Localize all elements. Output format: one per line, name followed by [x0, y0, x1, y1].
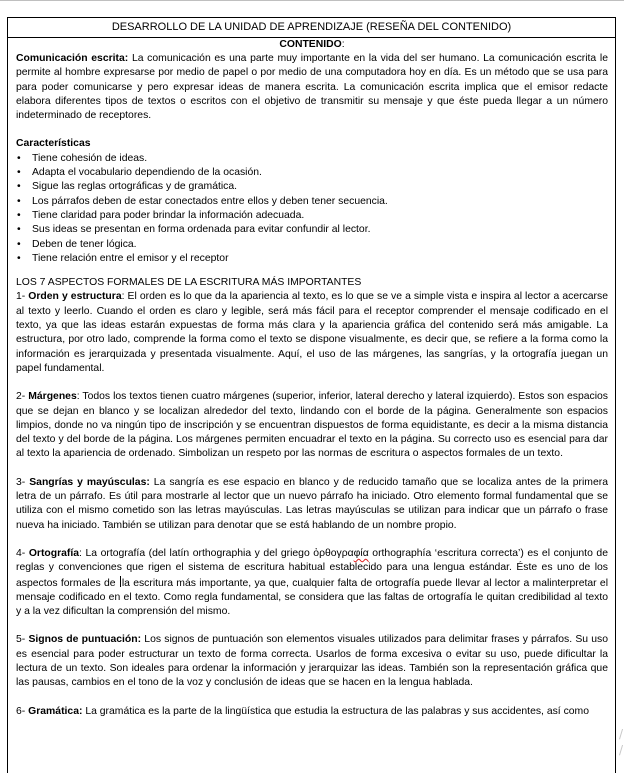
aspects-title: LOS 7 ASPECTOS FORMALES DE LA ESCRITURA MÁS IMPORTANTES	[16, 277, 362, 289]
bullet-icon: •	[17, 167, 21, 179]
characteristics-list	[16, 152, 608, 266]
list-item: • Adapta el vocabulario dependiendo de la ocasión.	[16, 166, 608, 180]
header-title: DESARROLLO DE LA UNIDAD DE APRENDIZAJE (RESEÑA DEL CONTENIDO)	[111, 21, 512, 33]
aspect-paragraph-1: 1- Orden y estructura: El orden es lo que da la apariencia al texto, es lo que se ve a simple vista e inspira al lector a acercarse al texto y leerlo. Cuando el orden es claro y legible, será más fácil para el receptor comprender el mensaje codificado en el texto, ya que las ideas estarán expuestas de forma más clara y la apariencia gráfica del contenido será más amigable. La estructura, por otro lado, comprende la forma como el texto se dispone visualmente, es decir que, se refiere a la forma como la información es jerarquizada y presentada visualmente. Aquí, el uso de las márgenes, las sangrías, y la ortografía juegan un papel fundamental.	[16, 291, 608, 374]
list-item: • Los párrafos deben de estar conectados entre ellos y deben tener secuencia.	[16, 195, 608, 209]
list-item: • Sigue las reglas ortográficas y de gramática.	[16, 180, 608, 194]
aspect-term: Ortografía	[28, 547, 80, 559]
bullet-icon: •	[17, 238, 21, 250]
intro-term: Comunicación escrita:	[16, 53, 129, 64]
list-item: • Tiene cohesión de ideas.	[16, 152, 608, 166]
bullet-icon: •	[17, 224, 21, 236]
bullet-icon: •	[17, 252, 21, 264]
aspect-paragraph-3: 3- Sangrías y mayúsculas: La sangría es ese espacio en blanco y de reducido tamaño que se localiza antes de la primera letra de un párrafo. Es útil para mostrarle al lector que un nuevo párrafo ha iniciado. Otro elemento formal fundamental que se utiliza con el mismo cometido son las letras mayúsculas. Las letras mayúsculas se utilizan para indicar que un párrafo o frase nueva ha iniciado. También se utilizan para denotar que se está hablando de un nombre propio.	[16, 476, 608, 531]
section-subheading	[16, 38, 608, 52]
aspect-term: Sangrías y mayúsculas:	[29, 476, 150, 488]
bullet-icon: •	[17, 152, 21, 164]
bullet-icon: •	[17, 181, 21, 193]
characteristics-title: Características	[16, 138, 91, 150]
aspect-paragraph-5: 5- Signos de puntuación: Los signos de puntuación son elementos visuales utilizados para delimitar frases y párrafos. Su uso es esencial para poder estructurar un texto de forma correcta. Usarlos de forma excesiva o evitar su uso, puede dificultar la lectura de un texto. Son ideales para ordenar la información y jerarquizar las ideas. También son la representación gráfica que las pausas, cambios en el tono de la voz y conclusión de ideas que se hacen en la lengua hablada.	[16, 634, 608, 689]
subheading-text: CONTENIDO	[279, 39, 342, 50]
intro-paragraph	[16, 52, 608, 123]
aspect-term: Gramática:	[28, 705, 83, 717]
list-item: • Sus ideas se presentan en forma ordenada para evitar confundir al lector.	[16, 223, 608, 237]
intro-text: La comunicación es una parte muy importante en la vida del ser humano. La comunicación escrita le permite al hombre expresarse por medio de papel o por medio de una computadora hoy en día. Es un método que se usa para para poder comunicarse y pero expresar ideas de manera escrita. La comunicación escrita implica que el emisor redacte elabora diferentes tipos de textos o escritos con el objetivo de transmitir su mensaje y que éste pueda llegar a un número indeterminado de receptores.	[16, 53, 608, 122]
list-item: • Tiene claridad para poder brindar la información adecuada.	[16, 209, 608, 223]
aspect-paragraph-6: 6- Gramática: La gramática es la parte de la lingüística que estudia la estructura de las palabras y sus accidentes, así como	[16, 705, 589, 717]
content-table	[7, 17, 616, 773]
aspect-paragraph-2: 2- Márgenes: Todos los textos tienen cuatro márgenes (superior, inferior, lateral derecho y lateral izquierdo). Estos son espacios que se dejan en blanco y se localizan alrededor del texto, lindando con el borde de la página. Generalmente son espacios limpios, donde no va ningún tipo de inscripción y se encuentran dispuestos de forma equidistante, es decir a la misma distancia del texto y del borde de la página. Los márgenes permiten encuadrar el texto en la página. Su correcto uso es esencial para dar al texto la apariencia de ordenado. Simbolizan un respeto por las normas de escritura o aspectos formales de un texto.	[16, 391, 608, 460]
margin-mark: /	[618, 743, 623, 757]
subheading-colon: :	[341, 39, 345, 50]
table-body	[8, 38, 615, 719]
aspect-term: Orden y estructura	[28, 291, 122, 303]
list-item: • Tiene relación entre el emisor y el receptor	[16, 252, 608, 266]
margin-mark: /	[618, 727, 623, 741]
table-header	[8, 18, 615, 38]
spellcheck-underline: φία	[353, 547, 369, 559]
aspect-paragraph-4: 4- Ortografía: La ortografía (del latín orthographia y del griego ὀρθογραφία orthographía ‘escritura correcta’) es el conjunto de reglas y convenciones que rigen el sistema de escritura habitual establecido para una lengua estándar. Éste es uno de los aspectos formales de la escritura más importante, ya que, cualquier falta de ortografía puede llevar al lector a malinterpretar el mensaje codificado en el texto. Como regla fundamental, se considera que las faltas de ortografía le quitan credibilidad al texto y a la vez dificultan la comprensión del mismo.	[16, 547, 608, 618]
aspect-term: Márgenes	[28, 391, 77, 403]
bullet-icon: •	[17, 195, 21, 207]
text-cursor	[120, 576, 121, 587]
bullet-icon: •	[17, 209, 21, 221]
list-item: • Deben de tener lógica.	[16, 238, 608, 252]
aspect-term: Signos de puntuación:	[28, 634, 142, 646]
page-top-rule	[0, 0, 624, 1]
